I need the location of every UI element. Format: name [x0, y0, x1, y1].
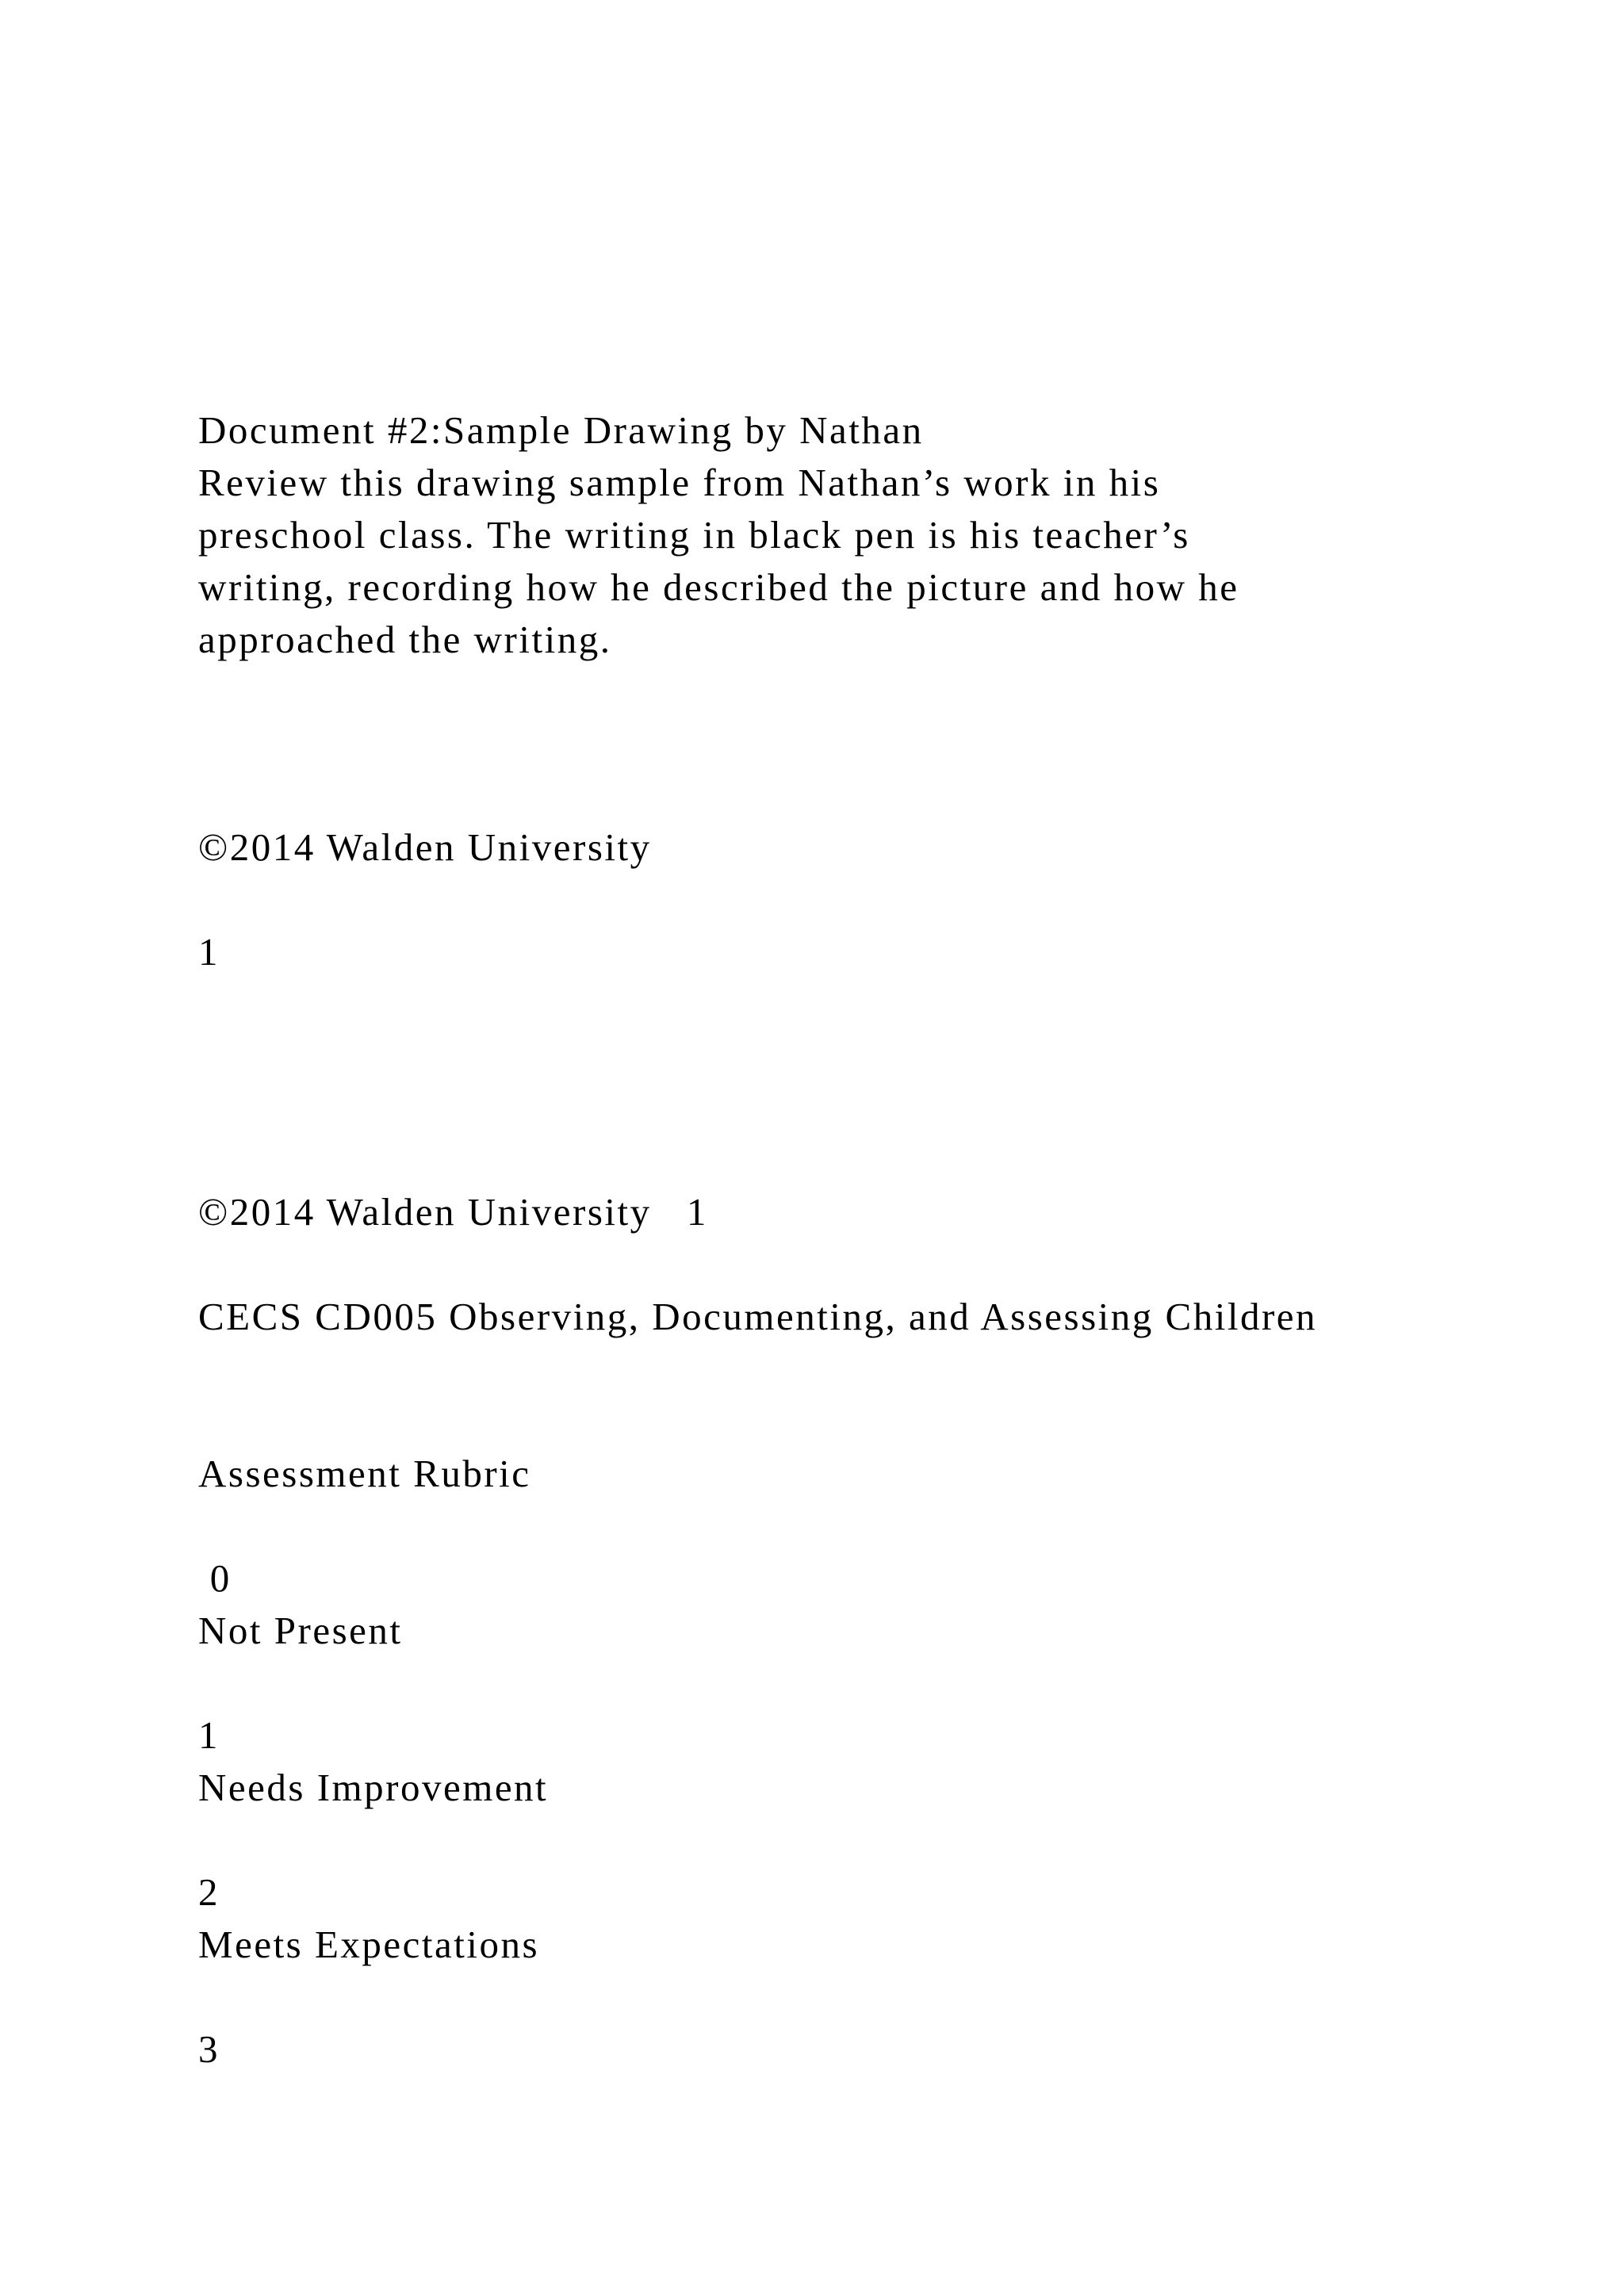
copyright-notice: ©2014 Walden University: [198, 825, 652, 869]
rubric-score: 3: [198, 2027, 220, 2071]
intro-line: Review this drawing sample from Nathan’s work in his: [198, 461, 1161, 504]
rubric-level-label: Meets Expectations: [198, 1923, 540, 1966]
rubric-score: 0: [198, 1556, 232, 1600]
page-number: 1: [198, 930, 220, 974]
intro-line: preschool class. The writing in black pen is his teacher’s: [198, 513, 1190, 557]
rubric-score: 2: [198, 1870, 220, 1914]
footer-copyright-page: ©2014 Walden University 1: [198, 1190, 708, 1234]
course-title: CECS CD005 Observing, Documenting, and Assessing Children: [198, 1295, 1318, 1338]
rubric-level-label: Not Present: [198, 1609, 403, 1652]
rubric-level-label: Needs Improvement: [198, 1766, 549, 1809]
document-heading: Document #2:Sample Drawing by Nathan: [198, 408, 924, 452]
rubric-score: 1: [198, 1713, 220, 1757]
intro-line: writing, recording how he described the picture and how he: [198, 565, 1239, 609]
rubric-title: Assessment Rubric: [198, 1452, 531, 1495]
intro-line: approached the writing.: [198, 618, 612, 661]
